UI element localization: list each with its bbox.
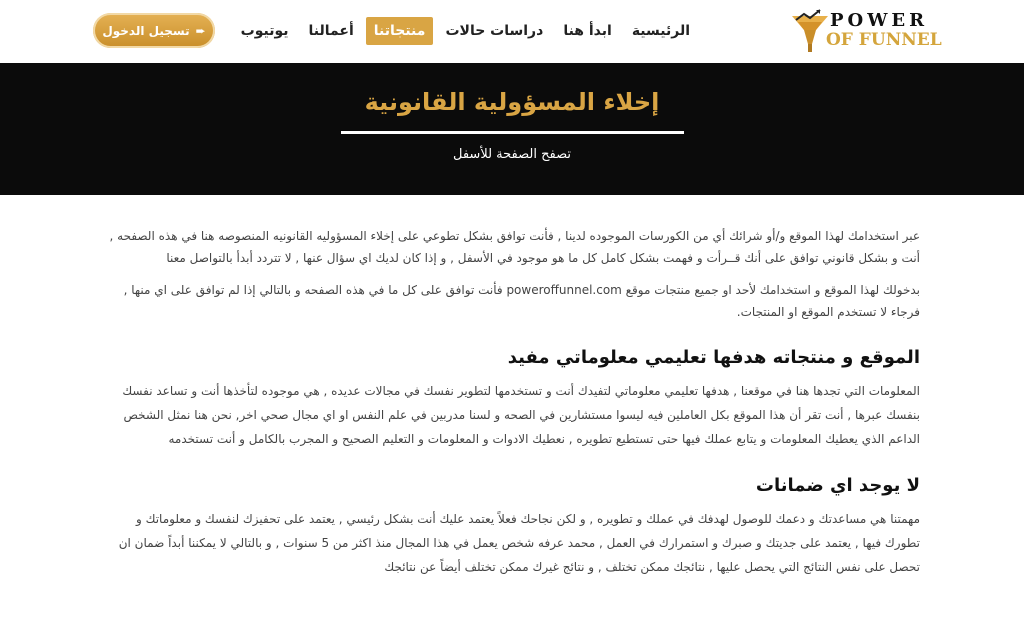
nav-item-youtube[interactable]: يوتيوب — [240, 23, 289, 39]
site-header — [0, 0, 1024, 63]
section-heading-educational: الموقع و منتجاته هدفها تعليمي معلوماتي مفيد — [507, 347, 920, 368]
site-logo[interactable] — [786, 8, 946, 56]
nav-item-home[interactable]: الرئيسية — [631, 23, 690, 39]
nav-item-case-studies[interactable]: دراسات حالات — [445, 23, 544, 39]
main-nav — [229, 17, 698, 45]
login-button[interactable] — [93, 13, 215, 48]
logo-text-power: POWER — [830, 10, 929, 31]
login-label: تسجيل الدخول — [102, 23, 190, 38]
nav-item-products[interactable]: منتجاتنا — [366, 17, 434, 45]
funnel-logo-icon — [790, 8, 830, 54]
page-title: إخلاء المسؤولية القانونية — [364, 88, 660, 116]
title-underline — [341, 131, 684, 134]
page-banner — [0, 63, 1024, 195]
page-content — [100, 225, 920, 585]
sign-in-icon: ➨ — [195, 23, 206, 38]
nav-item-our-work[interactable]: أعمالنا — [308, 23, 354, 39]
logo-text-of-funnel: OF FUNNEL — [826, 30, 942, 50]
intro-paragraph-1: عبر استخدامك لهذا الموقع و/أو شرائك أي من الكورسات الموجوده لدينا , فأنت توافق بشكل تطوعي على إخلاء المسؤوليه القانونيه المنصوصه هنا في هذه الصفحه , أنت و بشكل قانوني توافق على أنك قــرأت و فهمت بشكل كامل كل ما هو موجود في الأسفل , و إذا كان لديك اي سؤال عنها , لا تتردد أبدأ بالتواصل معنا — [109, 229, 920, 265]
section-heading-no-guarantees: لا يوجد اي ضمانات — [755, 475, 920, 496]
section-text-educational: المعلومات التي تجدها هنا في موقعنا , هدفها تعليمي معلوماتي لتفيدك أنت و تستخدمها لتطوير نفسك في مجالات عديده , هي موجوده لتأخذها أنت و تساعد نفسك بنفسك عبرها , أنت تقر أن هذا الموقع بكل العاملين فيه ليسوا مستشارين في الصحه و لسنا مدربين في علم النفس او اي مجال صحي اخر, نحن هنا نمثل الشخص الداعم الذي يعطيك المعلومات و يتابع عملك فيها حتى تستطيع تطويره , نعطيك الادوات و المعلومات و التعليم الصحيح و المجرب بالكامل و أنت تستخدمه — [122, 384, 920, 446]
scroll-hint: تصفح الصفحة للأسفل — [453, 147, 571, 162]
intro-paragraph-2: بدخولك لهذا الموقع و استخدامك لأحد او جميع منتجات موقع poweroffunnel.com فأنت توافق على كل ما في هذه الصفحه و بالتالي إذا لم توافق على اي منها , فرجاء لا تستخدم الموقع او المنتجات. — [123, 283, 920, 319]
nav-item-start-here[interactable]: ابدأ هنا — [563, 23, 612, 39]
section-text-no-guarantees: مهمتنا هي مساعدتك و دعمك للوصول لهدفك في عملك و تطويره , و لكن نجاحك فعلاً يعتمد عليك أنت بشكل رئيسي , يعتمد على تحفيزك لنفسك و معلوماتك و تطورك فيها , يعتمد على جديتك و صبرك و استمرارك في العمل , محمد عرفه شخص يعمل في هذا المجال منذ اكثر من 5 سنوات , و بالتالي لا يمكننا أبداً ضمان ان تحصل على نفس النتائج التي يحصل عليها , نتائجك ممكن تختلف , و نتائج غيرك ممكن تختلف أيضاً عن نتائجك — [118, 512, 920, 574]
